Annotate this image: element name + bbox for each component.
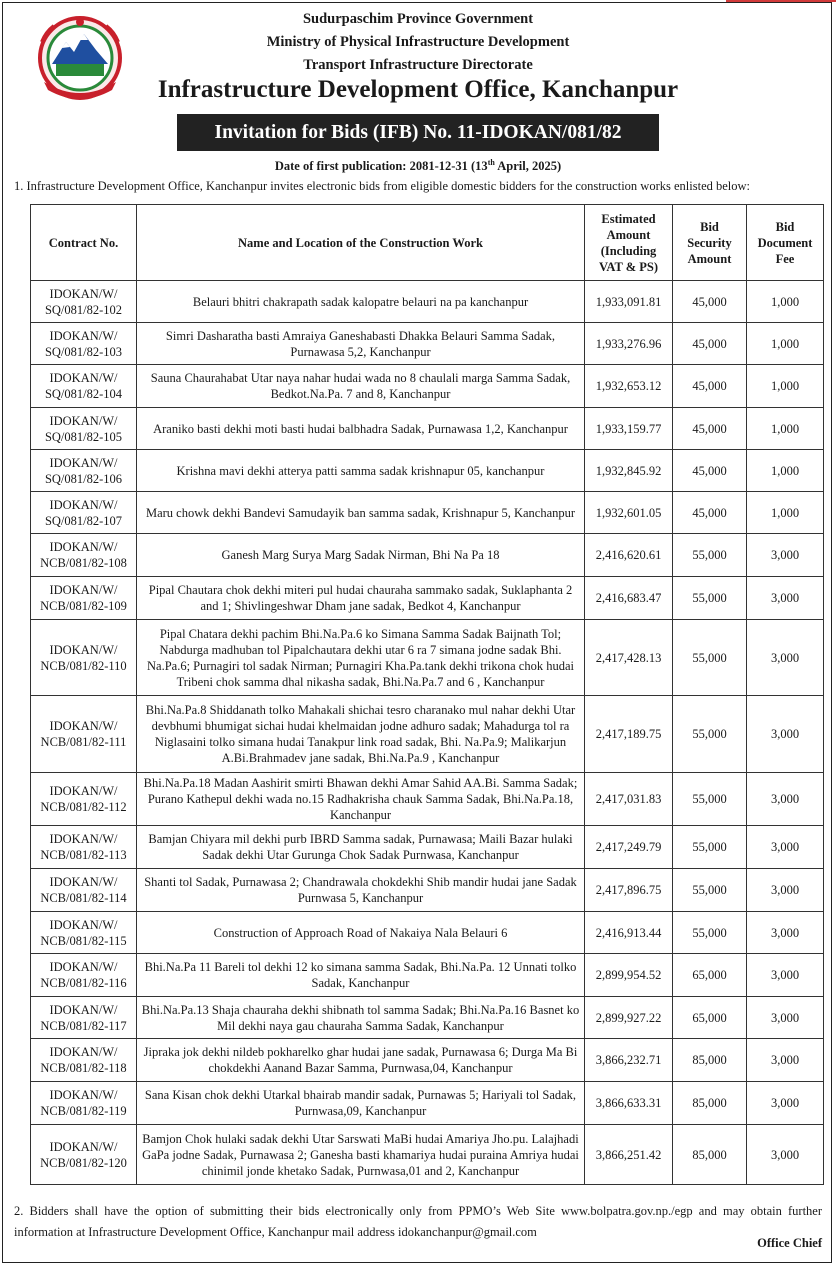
cell-work: Ganesh Marg Surya Marg Sadak Nirman, Bhi Na Pa 18 — [137, 534, 585, 577]
cell-work: Sauna Chaurahabat Utar naya nahar hudai wada no 8 chaulali marga Samma Sadak, Bedkot.Na.Pa. 7 and 8, Kanchanpur — [137, 365, 585, 408]
cell-estimated-amount: 2,899,954.52 — [585, 954, 673, 997]
cell-work: Sana Kisan chok dekhi Utarkal bhairab mandir sadak, Purnawas 5; Hariyali tol Sadak, Purnwasa,09, Kanchanpur — [137, 1082, 585, 1125]
cell-estimated-amount: 1,932,653.12 — [585, 365, 673, 408]
cell-estimated-amount: 2,416,913.44 — [585, 912, 673, 954]
cell-estimated-amount: 3,866,232.71 — [585, 1039, 673, 1082]
cell-estimated-amount: 1,932,601.05 — [585, 492, 673, 534]
table-row — [31, 281, 824, 323]
cell-bid-security: 85,000 — [673, 1039, 747, 1082]
cell-work: Pipal Chautara chok dekhi miteri pul hudai chauraha sammako sadak, Suklaphanta 2 and 1; Shivlingeshwar Dham jane sadak, Bedkot 4, Kanchanpur — [137, 577, 585, 620]
table-row — [31, 365, 824, 408]
cell-document-fee: 1,000 — [747, 408, 824, 450]
cell-contract-no: IDOKAN/W/ NCB/081/82-114 — [31, 869, 137, 912]
cell-contract-no: IDOKAN/W/ SQ/081/82-106 — [31, 450, 137, 492]
cell-document-fee: 1,000 — [747, 365, 824, 408]
cell-contract-no: IDOKAN/W/ SQ/081/82-104 — [31, 365, 137, 408]
cell-work: Bamjon Chok hulaki sadak dekhi Utar Sarswati MaBi hudai Amariya Jho.pu. Lalajhadi GaPa jodne Sadak, Purnawasa 2; Ganesha basti khamariya hudai puraina Amriya hudai chinimil jonde khetako Sadak, Purnwasa,01 and 2, Kanchanpur — [137, 1125, 585, 1185]
cell-work: Belauri bhitri chakrapath sadak kalopatre belauri na pa kanchanpur — [137, 281, 585, 323]
cell-contract-no: IDOKAN/W/ NCB/081/82-113 — [31, 826, 137, 869]
cell-work: Shanti tol Sadak, Purnawasa 2; Chandrawala chokdekhi Shib mandir hudai jane Sadak Purnwasa 5, Kanchanpur — [137, 869, 585, 912]
cell-bid-security: 55,000 — [673, 534, 747, 577]
submission-paragraph: 2. Bidders shall have the option of submitting their bids electronically only from PPMO’s Web Site www.bolpatra.gov.np./egp and may obtain further information at Infrastructure Development Office, Kanchanpur mail address idokanchanpur@gmail.com — [14, 1204, 822, 1239]
cell-bid-security: 55,000 — [673, 912, 747, 954]
cell-contract-no: IDOKAN/W/ SQ/081/82-105 — [31, 408, 137, 450]
cell-work: Bamjan Chiyara mil dekhi purb IBRD Samma sadak, Purnawasa; Maili Bazar hulaki Sadak dekhi Utar Gurunga Chok Sadak Purnwasa, Kanchanpur — [137, 826, 585, 869]
cell-bid-security: 85,000 — [673, 1125, 747, 1185]
signature-office-chief: Office Chief — [757, 1236, 822, 1250]
cell-contract-no: IDOKAN/W/ NCB/081/82-116 — [31, 954, 137, 997]
cell-contract-no: IDOKAN/W/ NCB/081/82-119 — [31, 1082, 137, 1125]
cell-contract-no: IDOKAN/W/ NCB/081/82-118 — [31, 1039, 137, 1082]
cell-document-fee: 1,000 — [747, 492, 824, 534]
pub-date-prefix: Date of first publication: 2081-12-31 (13 — [274, 159, 488, 174]
ifb-title-banner: Invitation for Bids (IFB) No. 11-IDOKAN/081/82 — [177, 114, 659, 151]
cell-document-fee: 3,000 — [747, 1039, 824, 1082]
cell-bid-security: 65,000 — [673, 954, 747, 997]
cell-contract-no: IDOKAN/W/ NCB/081/82-111 — [31, 696, 137, 773]
cell-estimated-amount: 1,932,845.92 — [585, 450, 673, 492]
table-row — [31, 450, 824, 492]
cell-work: Construction of Approach Road of Nakaiya Nala Belauri 6 — [137, 912, 585, 954]
pub-date-suffix: April, 2025) — [494, 159, 562, 174]
cell-bid-security: 55,000 — [673, 826, 747, 869]
cell-contract-no: IDOKAN/W/ SQ/081/82-107 — [31, 492, 137, 534]
cell-document-fee: 3,000 — [747, 997, 824, 1039]
table-row — [31, 534, 824, 577]
top-accent-line — [726, 0, 836, 2]
cell-document-fee: 3,000 — [747, 1082, 824, 1125]
cell-document-fee: 3,000 — [747, 869, 824, 912]
cell-bid-security: 45,000 — [673, 281, 747, 323]
cell-estimated-amount: 2,417,031.83 — [585, 773, 673, 826]
cell-bid-security: 45,000 — [673, 408, 747, 450]
cell-estimated-amount: 2,417,428.13 — [585, 620, 673, 696]
table-row — [31, 323, 824, 365]
cell-document-fee: 3,000 — [747, 577, 824, 620]
cell-work: Jipraka jok dekhi nildeb pokharelko ghar hudai jane sadak, Purnawasa 6; Durga Ma Bi chokdekhi Aanand Bazar Samma, Purnwasa,04, Kanchanpur — [137, 1039, 585, 1082]
cell-work: Krishna mavi dekhi atterya patti samma sadak krishnapur 05, kanchanpur — [137, 450, 585, 492]
cell-bid-security: 45,000 — [673, 450, 747, 492]
cell-bid-security: 65,000 — [673, 997, 747, 1039]
table-row — [31, 773, 824, 826]
intro-paragraph: 1. Infrastructure Development Office, Kanchanpur invites electronic bids from eligible domestic bidders for the construction works enlisted below: — [14, 179, 751, 193]
cell-contract-no: IDOKAN/W/ NCB/081/82-112 — [31, 773, 137, 826]
cell-document-fee: 1,000 — [747, 323, 824, 365]
cell-document-fee: 3,000 — [747, 826, 824, 869]
cell-contract-no: IDOKAN/W/ SQ/081/82-103 — [31, 323, 137, 365]
cell-document-fee: 3,000 — [747, 696, 824, 773]
cell-estimated-amount: 3,866,633.31 — [585, 1082, 673, 1125]
table-row — [31, 869, 824, 912]
cell-bid-security: 55,000 — [673, 620, 747, 696]
ministry-name: Ministry of Physical Infrastructure Development — [266, 34, 570, 50]
cell-estimated-amount: 2,416,683.47 — [585, 577, 673, 620]
cell-work: Maru chowk dekhi Bandevi Samudayik ban samma sadak, Krishnapur 5, Kanchanpur — [137, 492, 585, 534]
cell-work: Bhi.Na.Pa.13 Shaja chauraha dekhi shibnath tol samma Sadak; Bhi.Na.Pa.16 Basnet ko Mil dekhi naya gau chauraha Samma Sadak, Kanchanpur — [137, 997, 585, 1039]
cell-bid-security: 55,000 — [673, 696, 747, 773]
table-row — [31, 1082, 824, 1125]
cell-bid-security: 45,000 — [673, 323, 747, 365]
cell-work: Simri Dasharatha basti Amraiya Ganeshabasti Dhakka Belauri Samma Sadak, Purnawasa 5,2, Kanchanpur — [137, 323, 585, 365]
cell-estimated-amount: 2,417,189.75 — [585, 696, 673, 773]
table-row — [31, 997, 824, 1039]
office-title: Infrastructure Development Office, Kanchanpur — [157, 76, 679, 103]
table-header-row — [31, 205, 824, 281]
header-contract-no: Contract No. — [31, 205, 137, 281]
cell-estimated-amount: 1,933,091.81 — [585, 281, 673, 323]
table-row — [31, 492, 824, 534]
cell-estimated-amount: 2,417,249.79 — [585, 826, 673, 869]
cell-document-fee: 3,000 — [747, 773, 824, 826]
cell-contract-no: IDOKAN/W/ NCB/081/82-115 — [31, 912, 137, 954]
cell-document-fee: 3,000 — [747, 954, 824, 997]
table-row — [31, 1125, 824, 1185]
directorate-name: Transport Infrastructure Directorate — [303, 57, 533, 73]
header-estimated-amount: Estimated Amount (Including VAT & PS) — [585, 205, 673, 281]
cell-work: Bhi.Na.Pa.8 Shiddanath tolko Mahakali shichai tesro charanako mul nahar dekhi Utar devbhumi bhumigat sichai hudai khelmaidan jodne adhuro sadak; Mahadurga tol ra Niglasaini tolko simana hudai Tanakpur link road sadak, Bhi. Na.Pa.9; Malikarjun A.Bi.Brahmadev jane sadak, Bhi.Na.Pa.9 , Kanchanpur — [137, 696, 585, 773]
cell-work: Araniko basti dekhi moti basti hudai balbhadra Sadak, Purnawasa 1,2, Kanchanpur — [137, 408, 585, 450]
cell-bid-security: 45,000 — [673, 492, 747, 534]
cell-document-fee: 1,000 — [747, 450, 824, 492]
table-row — [31, 696, 824, 773]
cell-contract-no: IDOKAN/W/ NCB/081/82-109 — [31, 577, 137, 620]
table-row — [31, 912, 824, 954]
cell-work: Pipal Chatara dekhi pachim Bhi.Na.Pa.6 ko Simana Samma Sadak Baijnath Tol; Nabdurga madhuban tol Pipalchautara dekhi utar 6 ra 7 simana jodne sadak Bhi. Na.Pa.6; Purnagiri tol sadak Nirman; Purnagiri Kha.Pa.tank dekhi trikona chok hudai Tribeni chok samma dhal nikasha sadak, Bhi.Na.Pa.7 and 6 , Kanchanpur — [137, 620, 585, 696]
bids-table — [30, 204, 824, 1185]
cell-document-fee: 3,000 — [747, 534, 824, 577]
cell-estimated-amount: 2,417,896.75 — [585, 869, 673, 912]
cell-bid-security: 55,000 — [673, 773, 747, 826]
cell-document-fee: 1,000 — [747, 281, 824, 323]
cell-bid-security: 55,000 — [673, 577, 747, 620]
table-row — [31, 1039, 824, 1082]
cell-bid-security: 55,000 — [673, 869, 747, 912]
header-bid-security: Bid Security Amount — [673, 205, 747, 281]
cell-contract-no: IDOKAN/W/ NCB/081/82-117 — [31, 997, 137, 1039]
cell-contract-no: IDOKAN/W/ NCB/081/82-108 — [31, 534, 137, 577]
pub-date-sup: th — [487, 158, 495, 167]
cell-document-fee: 3,000 — [747, 912, 824, 954]
cell-estimated-amount: 1,933,276.96 — [585, 323, 673, 365]
cell-contract-no: IDOKAN/W/ SQ/081/82-102 — [31, 281, 137, 323]
cell-estimated-amount: 1,933,159.77 — [585, 408, 673, 450]
table-row — [31, 408, 824, 450]
table-row — [31, 954, 824, 997]
publication-date — [0, 158, 836, 174]
province-government: Sudurpaschim Province Government — [302, 11, 534, 27]
cell-estimated-amount: 2,899,927.22 — [585, 997, 673, 1039]
cell-bid-security: 45,000 — [673, 365, 747, 408]
cell-contract-no: IDOKAN/W/ NCB/081/82-110 — [31, 620, 137, 696]
cell-work: Bhi.Na.Pa 11 Bareli tol dekhi 12 ko simana samma Sadak, Bhi.Na.Pa. 12 Unnati tolko Sadak, Kanchanpur — [137, 954, 585, 997]
cell-contract-no: IDOKAN/W/ NCB/081/82-120 — [31, 1125, 137, 1185]
cell-estimated-amount: 3,866,251.42 — [585, 1125, 673, 1185]
cell-document-fee: 3,000 — [747, 620, 824, 696]
header-work: Name and Location of the Construction Work — [137, 205, 585, 281]
cell-estimated-amount: 2,416,620.61 — [585, 534, 673, 577]
table-row — [31, 577, 824, 620]
cell-bid-security: 85,000 — [673, 1082, 747, 1125]
cell-work: Bhi.Na.Pa.18 Madan Aashirit smirti Bhawan dekhi Amar Sahid AA.Bi. Samma Sadak; Purano Kathepul dekhi wada no.15 Radhakrisha chauk Samma Sadak, Bhi.Na.Pa.18, Kanchanpur — [137, 773, 585, 826]
table-row — [31, 620, 824, 696]
cell-document-fee: 3,000 — [747, 1125, 824, 1185]
header-document-fee: Bid Document Fee — [747, 205, 824, 281]
table-row — [31, 826, 824, 869]
